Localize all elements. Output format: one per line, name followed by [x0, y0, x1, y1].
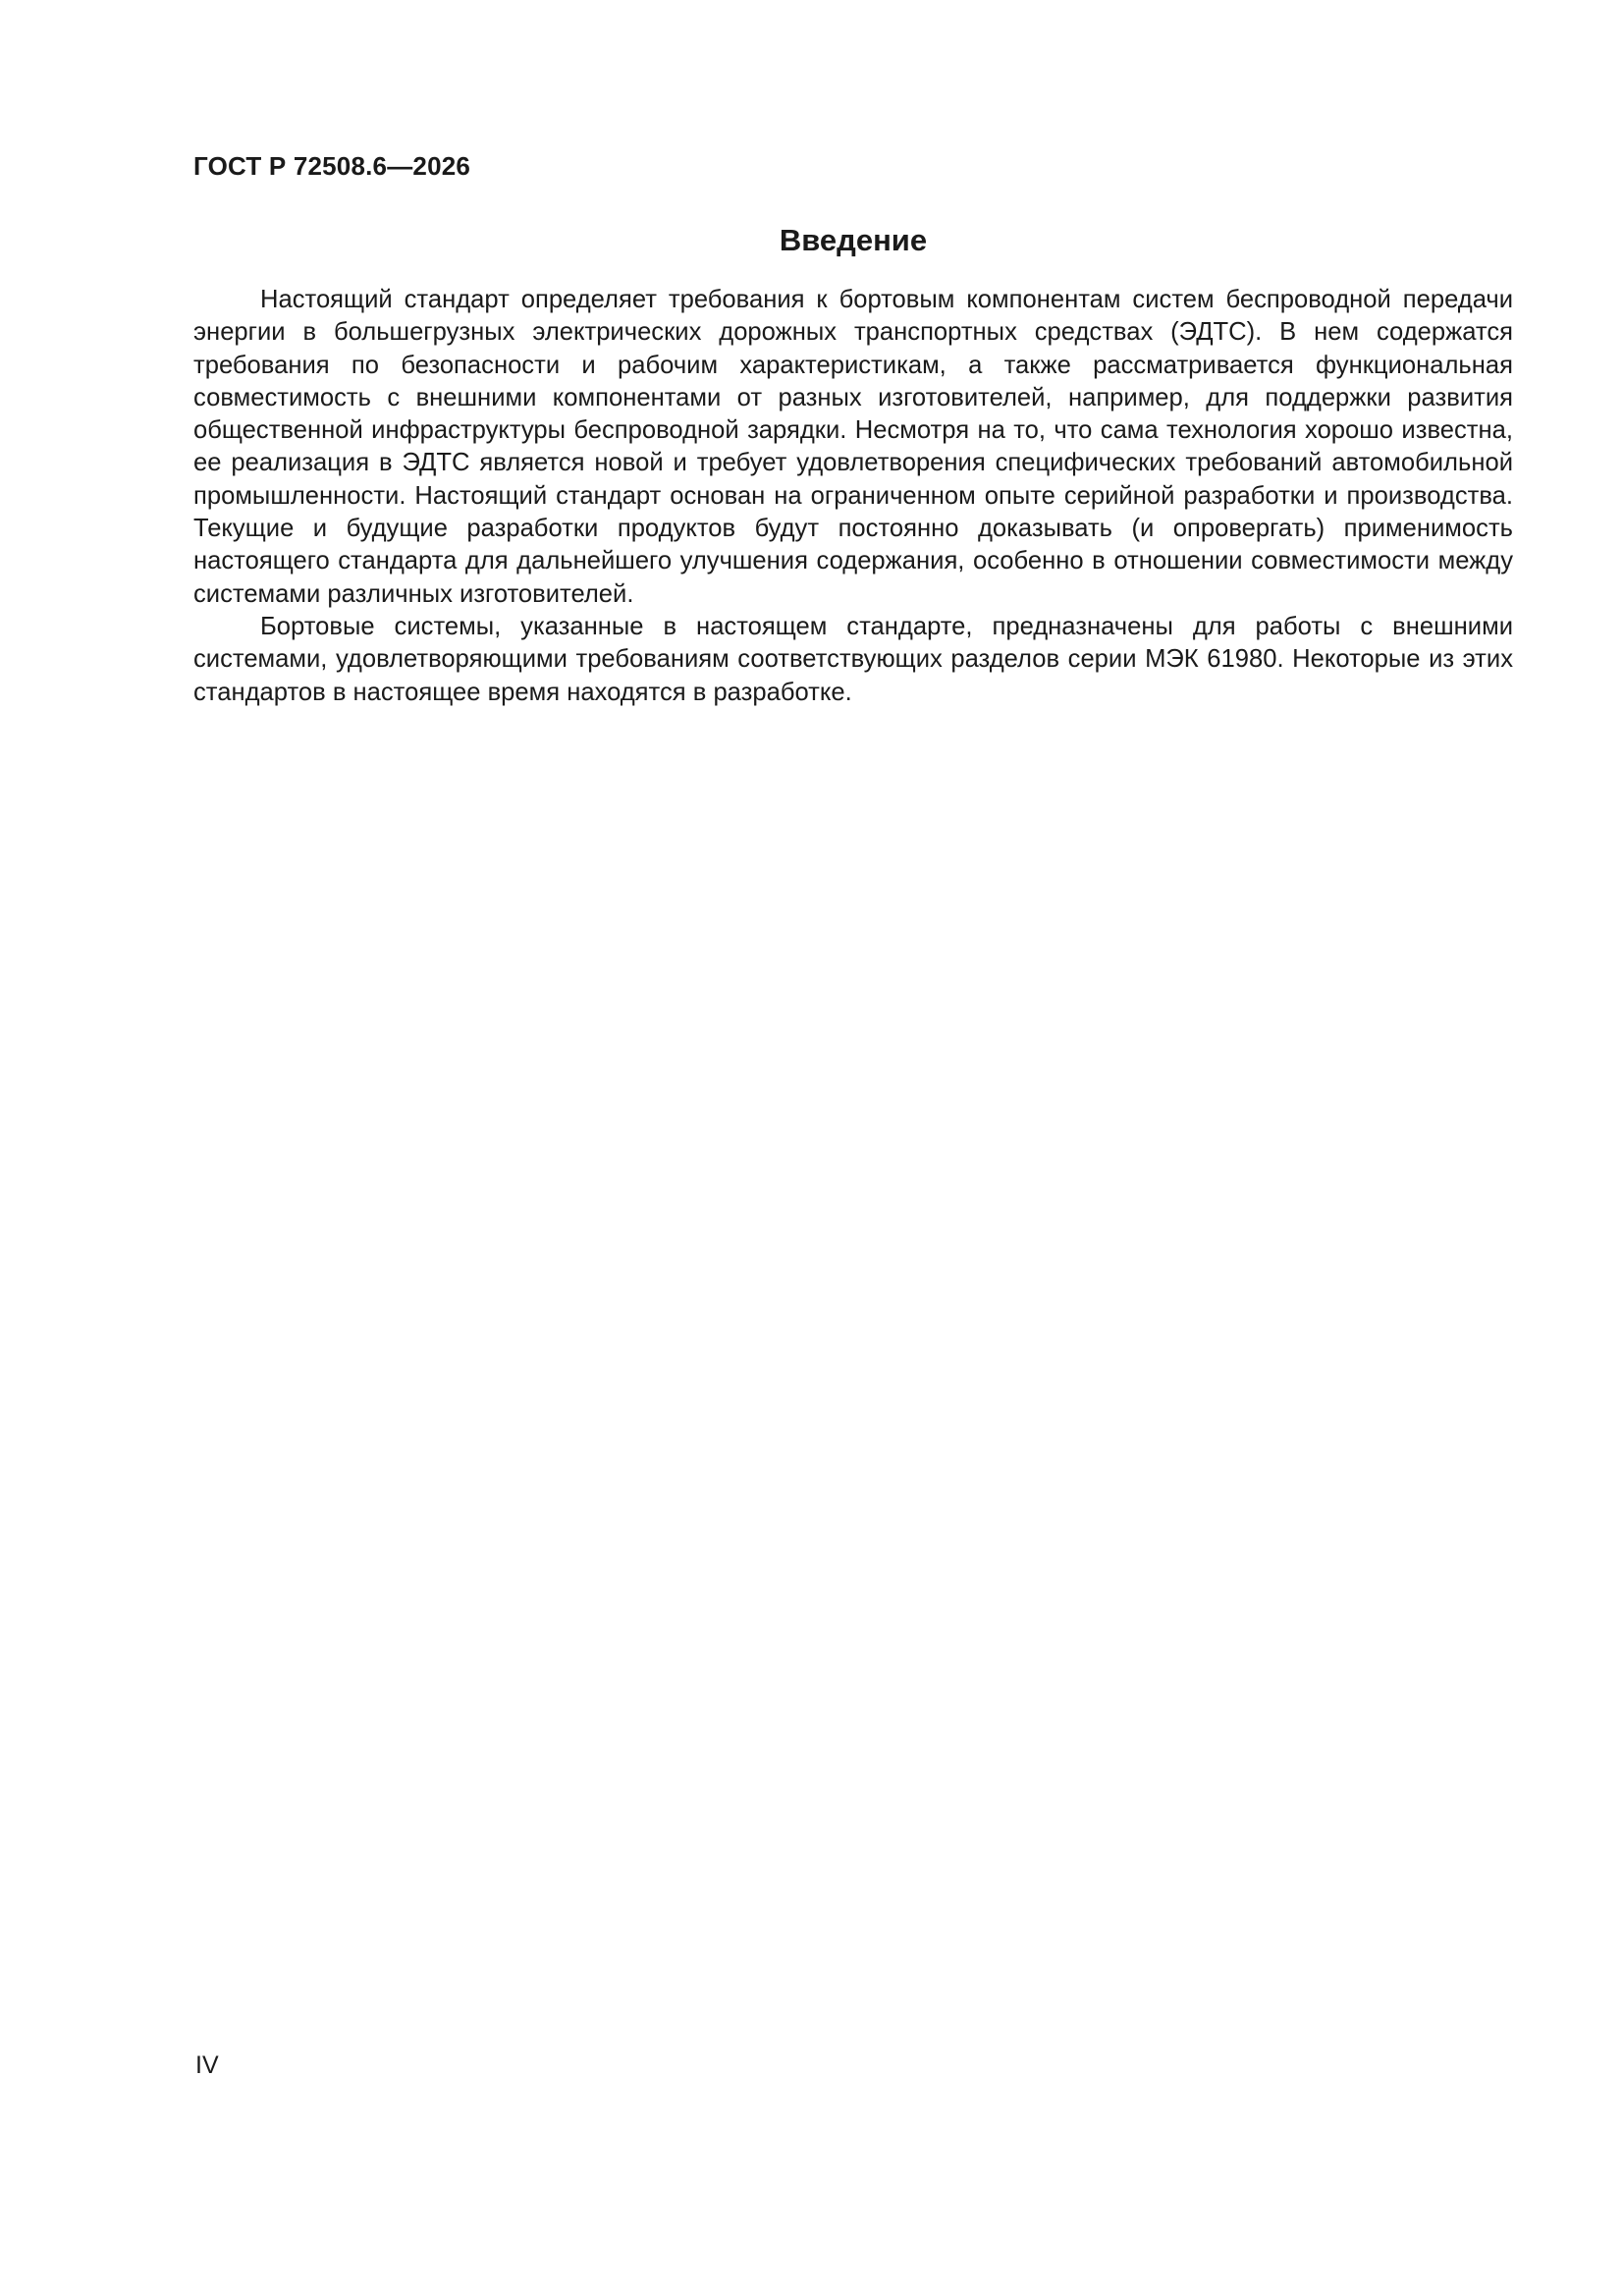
paragraph-1: Настоящий стандарт определяет требования к бортовым компонентам систем беспроводной передачи энергии в большегрузных электрических дорожных транспортных средствах (ЭДТС). В нем содержатся требования по безопасности и рабочим характеристикам, а также рассматривается функциональная совместимость с внешними компонентами от разных изготовителей, например, для поддержки развития общественной инфраструктуры беспроводной зарядки. Несмотря на то, что сама технология хорошо известна, ее реализация в ЭДТС является новой и требует удовлетворения специфических требований автомобильной промышленности. Настоящий стандарт основан на ограниченном опыте серийной разработки и производства. Текущие и будущие разработки продуктов будут постоянно доказывать (и опровергать) применимость настоящего стандарта для дальнейшего улучшения содержания, особенно в отношении совместимости между системами различных изготовителей.: [193, 286, 1513, 608]
paragraph-2: Бортовые системы, указанные в настоящем стандарте, предназначены для работы с внешними системами, удовлетворяющими требованиям соответствующих разделов серии МЭК 61980. Некоторые из этих стандартов в настоящее время находятся в разработке.: [193, 612, 1513, 706]
document-code-header: ГОСТ Р 72508.6—2026: [193, 151, 471, 181]
section-title: Введение: [779, 223, 928, 257]
body-text: [193, 284, 1513, 709]
page-number: IV: [195, 2051, 219, 2079]
